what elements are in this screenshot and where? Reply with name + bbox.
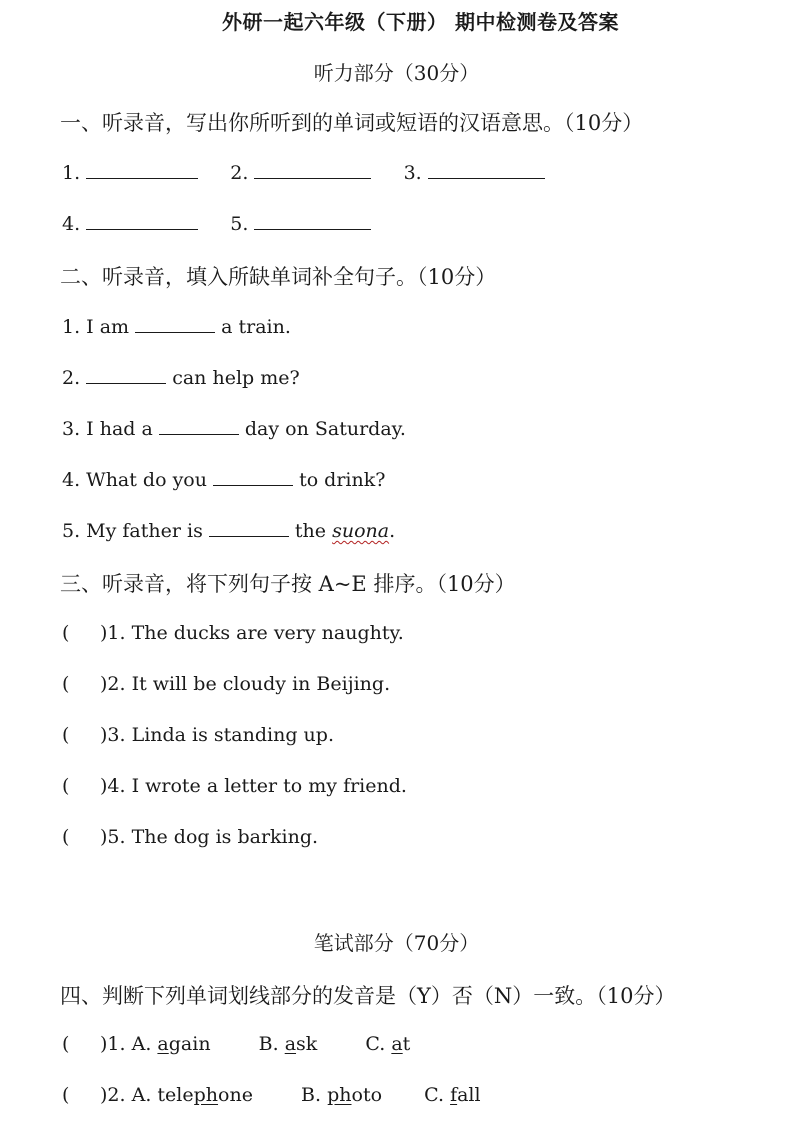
section2-item — [62, 416, 406, 440]
page-title-text: 外研一起六年级（下册） 期中检测卷及答案 — [222, 10, 619, 34]
item-text: day on Saturday. — [238, 418, 406, 440]
option-a: A. telephone — [131, 1084, 253, 1106]
item-text: 1. The ducks are very naughty. — [107, 622, 404, 644]
answer-blank[interactable] — [254, 211, 371, 230]
item-text: 2. — [62, 367, 87, 389]
option-b: B. ask — [258, 1033, 318, 1055]
answer-blank[interactable] — [86, 160, 198, 179]
section1-heading: 一、听录音，写出你所听到的单词或短语的汉语意思。（10分） — [60, 111, 644, 135]
item-number: 1. — [62, 162, 81, 184]
answer-paren[interactable] — [62, 775, 100, 797]
section1-row2 — [62, 211, 371, 235]
item-text: the — [288, 520, 333, 542]
answer-paren[interactable] — [62, 673, 100, 695]
listening-part-heading: 听力部分（30分） — [313, 61, 480, 85]
answer-blank[interactable] — [159, 416, 239, 435]
section1-row1 — [62, 160, 545, 184]
item-text: 2. It will be cloudy in Beijing. — [107, 673, 391, 695]
section2-item — [62, 314, 291, 338]
paren-close: ) — [100, 622, 108, 644]
item-text: can help me? — [166, 367, 300, 389]
section2-heading: 二、听录音，填入所缺单词补全句子。（10分） — [60, 265, 497, 289]
italic-word: suona — [332, 520, 390, 542]
answer-paren[interactable] — [62, 1084, 100, 1106]
answer-blank[interactable] — [209, 518, 289, 537]
answer-blank[interactable] — [135, 314, 215, 333]
section3-item — [62, 622, 404, 644]
paren-open: ( — [62, 826, 70, 848]
item-number: 2. — [230, 162, 249, 184]
paren-open: ( — [62, 622, 70, 644]
item-text: to drink? — [293, 469, 386, 491]
paren-close: ) — [100, 724, 108, 746]
answer-paren[interactable] — [62, 1033, 100, 1055]
section2-item — [62, 518, 395, 542]
item-text: 5. My father is — [62, 520, 209, 542]
section4-item — [62, 1084, 481, 1106]
answer-blank[interactable] — [86, 365, 166, 384]
option-a: A. again — [131, 1033, 211, 1055]
answer-blank[interactable] — [428, 160, 545, 179]
item-text: a train. — [215, 316, 291, 338]
item-number: 1. — [107, 1033, 126, 1055]
paren-close: ) — [100, 775, 108, 797]
paren-open: ( — [62, 775, 70, 797]
item-number: 2. — [107, 1084, 126, 1106]
section3-item — [62, 826, 318, 848]
answer-paren[interactable] — [62, 724, 100, 746]
item-text: 5. The dog is barking. — [107, 826, 319, 848]
paren-open: ( — [62, 673, 70, 695]
item-text: 4. I wrote a letter to my friend. — [107, 775, 407, 797]
paren-open: ( — [62, 1033, 70, 1055]
paren-close: ) — [100, 673, 108, 695]
answer-blank[interactable] — [86, 211, 198, 230]
answer-paren[interactable] — [62, 826, 100, 848]
item-text: 4. What do you — [62, 469, 214, 491]
paren-close: ) — [100, 826, 108, 848]
item-text: 3. I had a — [62, 418, 159, 440]
section4-heading: 四、判断下列单词划线部分的发音是（Y）否（N）一致。（10分） — [60, 984, 676, 1008]
item-number: 5. — [230, 213, 249, 235]
item-number: 4. — [62, 213, 81, 235]
answer-blank[interactable] — [254, 160, 371, 179]
option-c: C. fall — [424, 1084, 481, 1106]
section2-item — [62, 467, 385, 491]
section4-item — [62, 1033, 410, 1055]
item-text: 3. Linda is standing up. — [107, 724, 334, 746]
section2-item — [62, 365, 300, 389]
item-number: 3. — [403, 162, 422, 184]
item-text: 1. I am — [62, 316, 136, 338]
paren-open: ( — [62, 1084, 70, 1106]
section3-item — [62, 724, 334, 746]
item-text: . — [389, 520, 396, 542]
option-c: C. at — [365, 1033, 411, 1055]
answer-paren[interactable] — [62, 622, 100, 644]
paren-close: ) — [100, 1033, 108, 1055]
paren-open: ( — [62, 724, 70, 746]
option-b: B. photo — [301, 1084, 383, 1106]
paren-close: ) — [100, 1084, 108, 1106]
answer-blank[interactable] — [213, 467, 293, 486]
section3-item — [62, 673, 390, 695]
writing-part-heading: 笔试部分（70分） — [313, 931, 480, 955]
section3-heading: 三、听录音，将下列句子按 A~E 排序。（10分） — [60, 572, 516, 596]
page-title — [0, 6, 793, 35]
section3-item — [62, 775, 407, 797]
